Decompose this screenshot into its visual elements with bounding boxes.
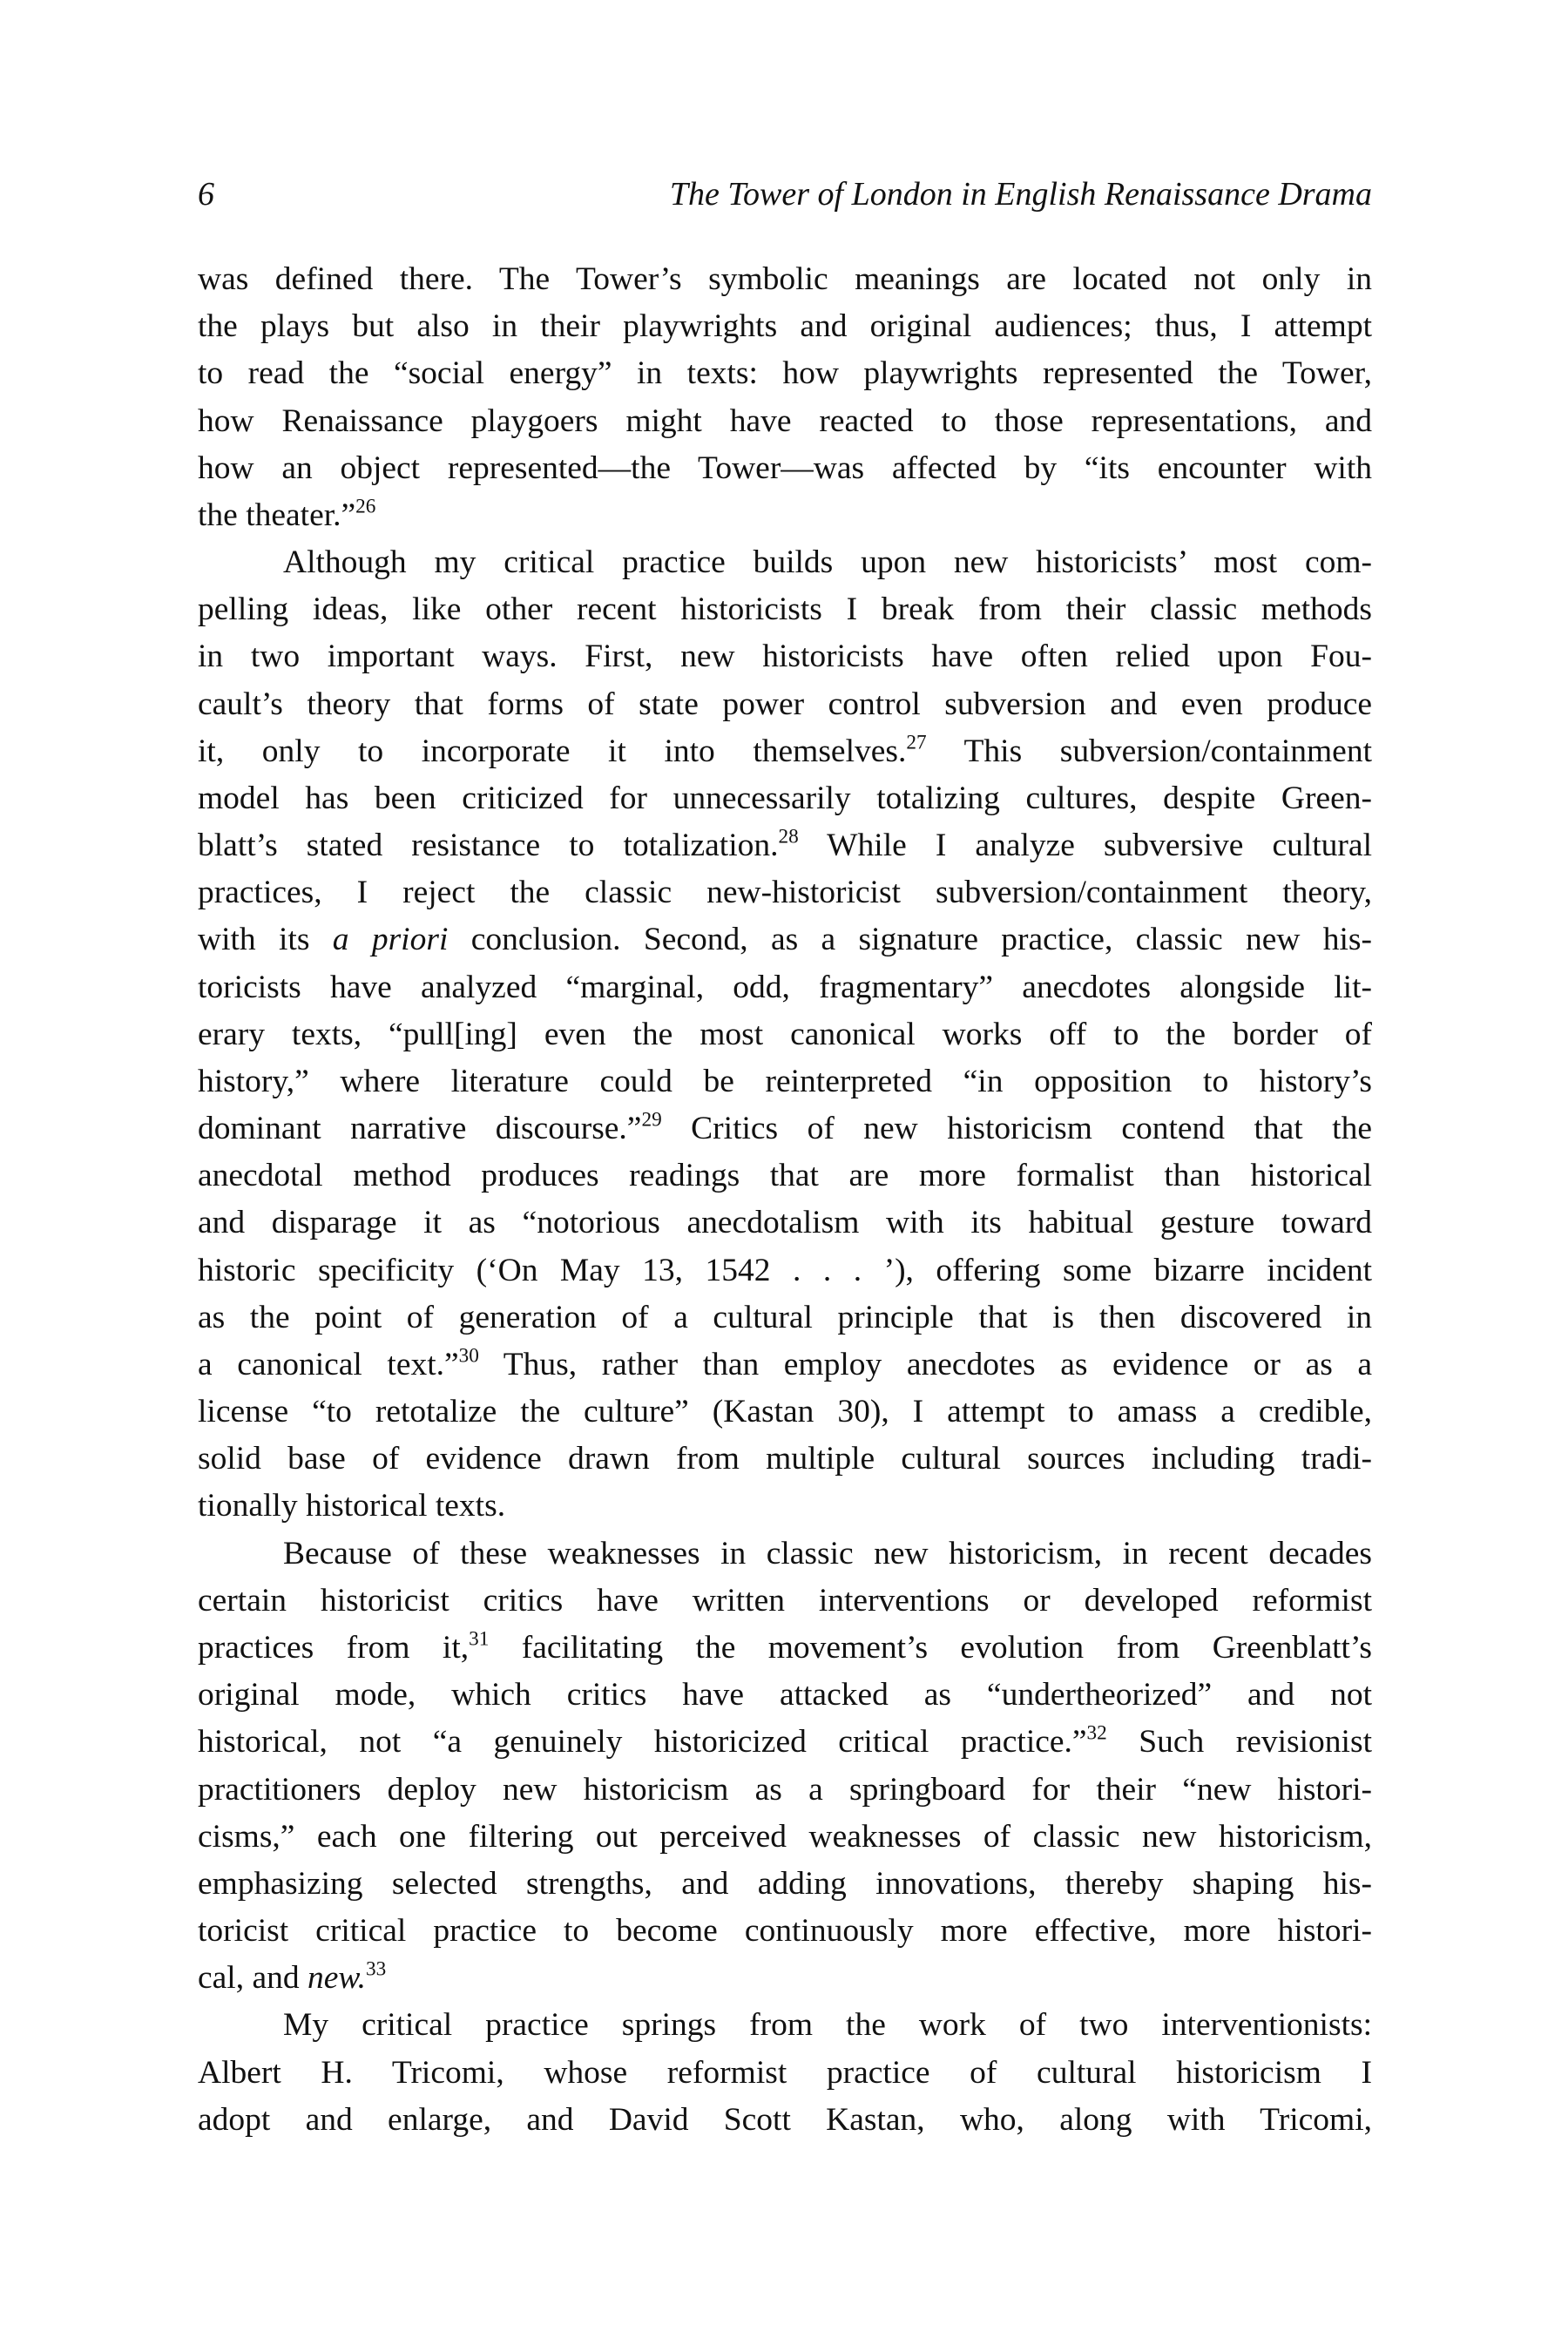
footnote-ref: 32 (1086, 1721, 1107, 1745)
text-line: the plays but also in their playwrights and original audiences; thus, I attempt (198, 308, 1372, 345)
text-line: model has been criticized for unnecessarily totalizing cultures, despite Green- (198, 780, 1372, 816)
paragraph-3 (198, 1531, 1372, 2003)
running-head (198, 171, 1372, 218)
text-line: and disparage it as “notorious anecdotalism with its habitual gesture toward (198, 1205, 1372, 1241)
text-line: Although my critical practice builds upon new historicists’ most com- (283, 544, 1372, 581)
italic-phrase: a priori (332, 922, 449, 958)
book-title: The Tower of London in English Renaissance Drama (669, 176, 1372, 213)
text-line: was defined there. The Tower’s symbolic meanings are located not only in (198, 261, 1372, 297)
italic-word: new. (307, 1960, 366, 1997)
page-number: 6 (198, 176, 214, 213)
text-line: to read the “social energy” in texts: how playwrights represented the Tower, (198, 355, 1372, 392)
text-line: as the point of generation of a cultural principle that is then discovered in (198, 1299, 1372, 1335)
text-line: history,” where literature could be reinterpreted “in opposition to history’s (198, 1063, 1372, 1099)
footnote-ref: 31 (469, 1627, 490, 1651)
paragraph-1 (198, 256, 1372, 539)
text-line: how Renaissance playgoers might have reacted to those representations, and (198, 402, 1372, 439)
text-line: tionally historical texts. (198, 1488, 506, 1524)
text-line: how an object represented—the Tower—was affected by “its encounter with (198, 449, 1372, 486)
text-line: solid base of evidence drawn from multiple cultural sources including tradi- (198, 1441, 1372, 1477)
text-line: toricists have analyzed “marginal, odd, fragmentary” anecdotes alongside lit- (198, 969, 1372, 1005)
footnote-ref: 28 (778, 825, 799, 848)
text-line: Because of these weaknesses in classic new historicism, in recent decades (283, 1535, 1372, 1571)
footnote-ref: 26 (355, 495, 376, 518)
text-line: practices, I reject the classic new-historicist subversion/containment theory, (198, 875, 1372, 911)
text-line: license “to retotalize the culture” (Kastan 30), I attempt to amass a credible, (198, 1394, 1372, 1430)
text-line: Albert H. Tricomi, whose reformist practice of cultural historicism I (198, 2054, 1372, 2091)
text-line: cal, and new.$^{33}$ (198, 1957, 387, 1997)
text-line: practices from it,$^{31}$ facilitating the movement’s evolution from Greenblatt’s (198, 1627, 1372, 1666)
text-line: toricist critical practice to become continuously more effective, more histori- (198, 1913, 1372, 1950)
body-text (198, 256, 1372, 2144)
text-line: certain historicist critics have written interventions or developed reformist (198, 1582, 1372, 1619)
text-line: anecdotal method produces readings that are more formalist than historical (198, 1158, 1372, 1194)
text-line: blatt’s stated resistance to totalization.$^{28}$ While I analyze subversive cultural (198, 825, 1372, 864)
footnote-ref: 33 (365, 1957, 387, 1981)
text-line: dominant narrative discourse.”$^{29}$ Critics of new historicism contend that the (198, 1108, 1372, 1147)
text-line: historical, not “a genuinely historicized critical practice.”$^{32}$ Such revisionist (198, 1721, 1372, 1761)
text-line: My critical practice springs from the work of two interventionists: (283, 2007, 1372, 2044)
text-line: in two important ways. First, new historicists have often relied upon Fou- (198, 639, 1372, 675)
footnote-ref: 29 (641, 1108, 662, 1132)
text-line: the theater.”$^{26}$ (198, 495, 376, 533)
text-line: adopt and enlarge, and David Scott Kastan, who, along with Tricomi, (198, 2101, 1372, 2138)
text-line: cault’s theory that forms of state power control subversion and even produce (198, 686, 1372, 722)
paragraph-2 (198, 539, 1372, 1531)
text-line: a canonical text.”$^{30}$ Thus, rather than employ anecdotes as evidence or as a (198, 1344, 1372, 1382)
text-line: emphasizing selected strengths, and adding innovations, thereby shaping his- (198, 1865, 1372, 1902)
text-line: pelling ideas, like other recent historicists I break from their classic methods (198, 591, 1372, 628)
text-line: practitioners deploy new historicism as a springboard for their “new histori- (198, 1771, 1372, 1808)
text-line: original mode, which critics have attacked as “undertheorized” and not (198, 1677, 1372, 1713)
paragraph-4 (198, 2002, 1372, 2144)
text-line: with its a priori conclusion. Second, as a signature practice, classic new his- (198, 922, 1372, 958)
footnote-ref: 30 (458, 1344, 479, 1368)
text-line: erary texts, “pull[ing] even the most canonical works off to the border of (198, 1016, 1372, 1052)
text-line: historic specificity (‘On May 13, 1542 . . . ’), offering some bizarre incident (198, 1252, 1372, 1288)
footnote-ref: 27 (906, 731, 927, 754)
text-line: it, only to incorporate it into themselves.$^{27}$ This subversion/containment (198, 731, 1372, 769)
text-line: cisms,” each one filtering out perceived weaknesses of classic new historicism, (198, 1818, 1372, 1855)
